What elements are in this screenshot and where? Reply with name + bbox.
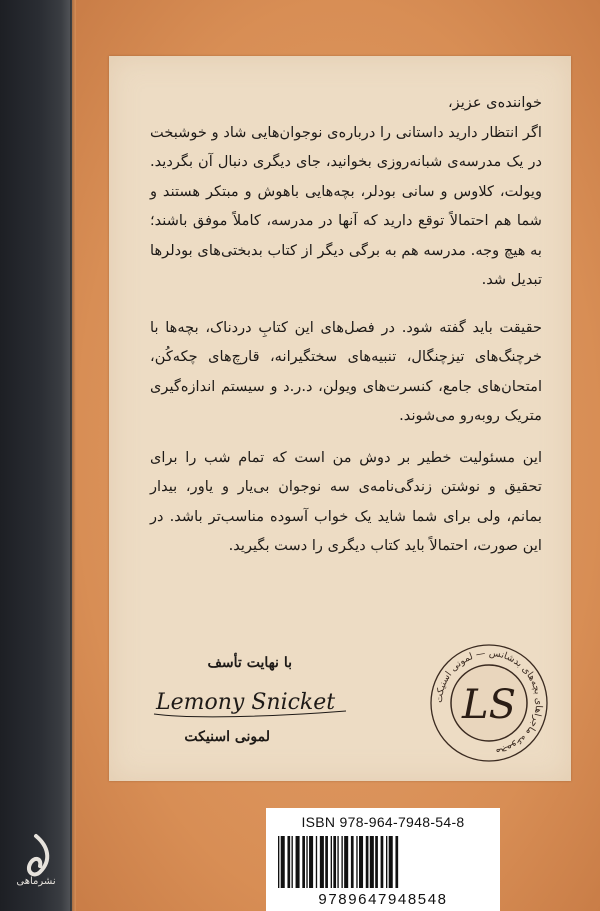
letter-greeting: خواننده‌ی عزیز، [447,94,542,111]
seal-monogram: LS [462,682,516,728]
barcode-bar [278,836,279,888]
isbn-label: ISBN 978-964-7948-54-8 [301,814,465,830]
letter-paragraph-3: این مسئولیت خطیر بر دوش من است که تمام شب را برای تحقیق و نوشتن زندگی‌نامه‌ی سه نوجوان بی‌یار و یاور، بیدار بمانم، ولی برای شما شاید یک خواب آسوده مناسب‌تر باشد. در این صورت، احتمالاً باید کتاب دیگری را دست بگیرید. [150,448,542,554]
isbn-barcode [266,808,500,911]
barcode-bars [276,836,490,888]
signature-text: Lemony Snicket [156,690,336,715]
barcode-bar [281,836,285,888]
barcode-bar [333,836,336,888]
barcode-bar [359,836,363,888]
barcode-bar [366,836,369,888]
seal-ring-text: مجموعه ماجراهای بچه‌های بدشانس — لمونی اسنیکت [433,647,545,758]
barcode-bar [302,836,305,888]
series-seal [428,642,550,764]
barcode-bar [320,836,324,888]
barcode-bar [381,836,384,888]
letter-paragraph-2: حقیقت باید گفته شود. در فصل‌های این کتابِ دردناک، بچه‌ها با خرچنگ‌های تیزچنگال، تنبیه‌های سختگیرانه، قارچ‌های چکه‌کُن، امتحان‌های جامع، کنسرت‌های ویولن، د.ر.د و سیستم اندازه‌گیری متریک روبه‌رو می‌شوند. [150,318,542,424]
barcode-bar [344,836,348,888]
barcode-bar [351,836,354,888]
barcode-bar [337,836,338,888]
letter-body [150,88,542,561]
barcode-bar [356,836,357,888]
publisher-name: نشرماهی [16,876,56,887]
book-spine [0,0,72,911]
barcode-bar [341,836,342,888]
barcode-bar [306,836,307,888]
letter-paragraph-1: اگر انتظار دارید داستانی را درباره‌ی نوجوان‌هایی شاد و خوشبخت در یک مدرسه‌ی شبانه‌روزی بخوانید، جای دیگری دنبال آن بگردید. ویولت، کلاوس و سانی بودلر، بچه‌هایی باهوش و مبتکر هستند و شما هم احتمالاً توقع دارید که آنها در مدرسه، کاملاً موفق باشند؛ به هیچ وجه. مدرسه هم به برگی دیگر از کتاب بدبختی‌های بودلرها تبدیل شد. [150,123,542,288]
barcode-bar [316,836,317,888]
barcode-bar [296,836,300,888]
closing-line: با نهایت تأسف [207,655,292,671]
barcode-bar [389,836,393,888]
barcode-bar [287,836,290,888]
barcode-digits: 9789647948548 [318,891,448,908]
barcode-bar [325,836,328,888]
barcode-bar [309,836,313,888]
barcode-bar [370,836,374,888]
barcode-bar [375,836,378,888]
barcode-bar [331,836,332,888]
author-name: لمونی اسنیکت [184,729,270,745]
barcode-bar [292,836,293,888]
barcode-bar [386,836,387,888]
signature-image [150,681,350,723]
barcode-bar [395,836,398,888]
